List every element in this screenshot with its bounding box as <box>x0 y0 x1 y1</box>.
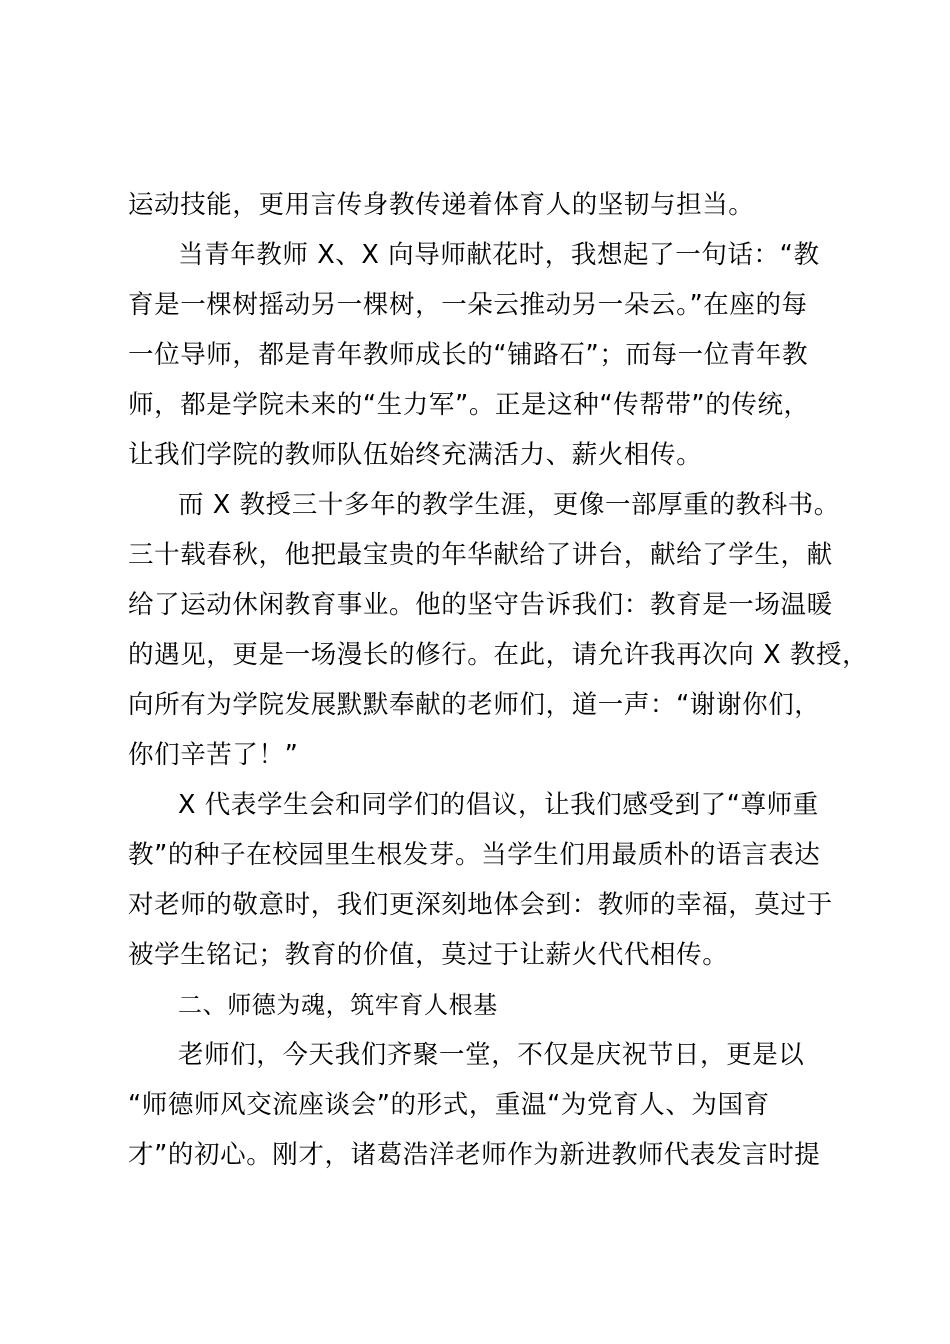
text-line: 对老师的敬意时，我们更深刻地体会到：教师的幸福，莫过于 <box>128 890 833 920</box>
section-heading: 二、师德为魂，筑牢育人根基 <box>178 991 498 1019</box>
text-line: 一位导师，都是青年教师成长的“铺路石”；而每一位青年教 <box>128 340 809 370</box>
text-line: 让我们学院的教师队伍始终充满活力、薪火相传。 <box>128 440 703 470</box>
text-line: 向所有为学院发展默默奉献的老师们，道一声：“谢谢你们， <box>128 690 821 720</box>
text-line: 才”的初心。刚才，诸葛浩洋老师作为新进教师代表发言时提 <box>128 1140 821 1170</box>
paragraph-start-line: 老师们，今天我们齐聚一堂，不仅是庆祝节日，更是以 <box>178 1040 805 1070</box>
text-line: 给了运动休闲教育事业。他的坚守告诉我们：教育是一场温暖 <box>128 590 833 620</box>
text-line: 教”的种子在校园里生根发芽。当学生们用最质朴的语言表达 <box>128 840 821 870</box>
text-line: 你们辛苦了！” <box>128 740 299 770</box>
text-line: 育是一棵树摇动另一棵树，一朵云推动另一朵云。”在座的每 <box>128 290 808 320</box>
text-line: 的遇见，更是一场漫长的修行。在此，请允许我再次向 X 教授， <box>128 640 869 670</box>
text-line: 师，都是学院未来的“生力军”。正是这种“传帮带”的传统， <box>128 390 810 420</box>
text-line: 三十载春秋，他把最宝贵的年华献给了讲台，献给了学生，献 <box>128 540 833 570</box>
text-line: 被学生铭记；教育的价值，莫过于让薪火代代相传。 <box>128 940 729 970</box>
text-line: “师德师风交流座谈会”的形式，重温“为党育人、为国育 <box>128 1090 770 1120</box>
paragraph-start-line: 当青年教师 X、X 向导师献花时，我想起了一句话：“教 <box>178 240 820 270</box>
text-line: 运动技能，更用言传身教传递着体育人的坚韧与担当。 <box>128 190 755 220</box>
paragraph-start-line: X 代表学生会和同学们的倡议，让我们感受到了“尊师重 <box>178 790 819 820</box>
paragraph-start-line: 而 X 教授三十多年的教学生涯，更像一部厚重的教科书。 <box>178 490 840 520</box>
